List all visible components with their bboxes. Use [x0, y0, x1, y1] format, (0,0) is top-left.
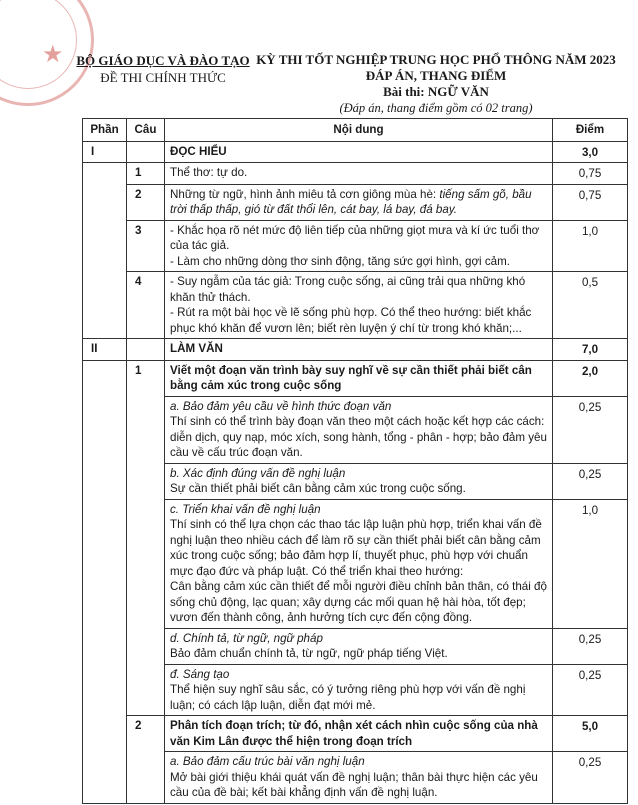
- question-title: Viết một đoạn văn trình bày suy nghĩ về sự cần thiết phải biết cân bằng cảm xúc trong cuộc sống: [165, 360, 553, 396]
- criterion-title: a. Bảo đảm yêu cầu về hình thức đoạn văn: [170, 399, 392, 413]
- answer-text: [165, 184, 553, 220]
- section-score: 7,0: [553, 339, 628, 361]
- section-title: ĐỌC HIỂU: [165, 141, 553, 163]
- section-score: 3,0: [553, 141, 628, 163]
- criterion-score: 0,25: [553, 752, 628, 804]
- section-part: I: [83, 141, 127, 163]
- question-number: 2: [127, 184, 165, 220]
- criterion-score: 1,0: [553, 499, 628, 628]
- table-row: [83, 664, 628, 716]
- criterion-body: Sự cần thiết phải biết cân bằng cảm xúc trong cuộc sống.: [170, 482, 466, 495]
- table-row: [83, 396, 628, 463]
- answer-line: - Rút ra một bài học về lẽ sống phù hợp. Có thể theo hướng: biết khắc phục khó khăn để vươn lên; biết rèn luyện ý chí từ trong khó khăn;...: [170, 306, 532, 335]
- criterion: [165, 396, 553, 463]
- criterion-title: b. Xác định đúng vấn đề nghị luận: [170, 466, 346, 480]
- answer-text-italic: tiếng sấm gõ, bầu trời thấp thấp, gió từ đất thổi lên, cát bay, lá bay, đá bay.: [170, 187, 532, 216]
- answer-text: [165, 272, 553, 339]
- answer-score: 0,5: [553, 272, 628, 339]
- question-score: 5,0: [553, 716, 628, 752]
- criterion: [165, 463, 553, 499]
- section-title: LÀM VĂN: [165, 339, 553, 361]
- official-exam-label: ĐỀ THI CHÍNH THỨC: [100, 70, 226, 85]
- criterion-body: Bảo đảm chuẩn chính tả, từ ngữ, ngữ pháp tiếng Việt.: [170, 647, 448, 660]
- question-number: 1: [127, 163, 165, 185]
- answer-line: - Làm cho những dòng thơ sinh động, tăng sức gợi hình, gợi cảm.: [170, 254, 510, 268]
- table-row: [83, 360, 628, 396]
- stamp-star-icon: ★: [42, 41, 64, 68]
- criterion: [165, 628, 553, 664]
- ministry-name: BỘ GIÁO DỤC VÀ ĐÀO TẠO: [76, 53, 250, 68]
- table-row: [83, 463, 628, 499]
- answer-text-plain: Những từ ngữ, hình ảnh miêu tả cơn giông mùa hè:: [170, 187, 440, 201]
- table-row: [83, 716, 628, 752]
- question-number: 1: [127, 360, 165, 716]
- table-row: [83, 272, 628, 339]
- header-score: Điểm: [553, 119, 628, 142]
- criterion-score: 0,25: [553, 628, 628, 664]
- page-count-note: (Đáp án, thang điểm gồm có 02 trang): [339, 101, 533, 115]
- criterion-body: Thí sinh có thể trình bày đoạn văn theo một cách hoặc kết hợp các cách: diễn dịch, quy nạp, móc xích, song hành, tổng - phân - hợp; bảo đảm yêu cầu về cấu trúc đoạn văn.: [170, 415, 547, 459]
- answer-score: 0,75: [553, 184, 628, 220]
- criterion-title: d. Chính tả, từ ngữ, ngữ pháp: [170, 631, 323, 645]
- header-content: Nội dung: [165, 119, 553, 142]
- criterion-body: Mở bài giới thiệu khái quát vấn đề nghị luận; thân bài thực hiện các yêu cầu của đề bài; kết bài khẳng định vấn đề nghị luận.: [170, 770, 538, 799]
- criterion-score: 0,25: [553, 463, 628, 499]
- answer-score: 1,0: [553, 220, 628, 272]
- criterion-title: c. Triển khai vấn đề nghị luận: [170, 502, 321, 516]
- header-part: Phần: [83, 119, 127, 142]
- criterion: [165, 664, 553, 716]
- answer-line: - Suy ngẫm của tác giả: Trong cuộc sống, ai cũng trải qua những khó khăn thử thách.: [170, 275, 526, 304]
- answer-text: Thể thơ: tự do.: [165, 163, 553, 185]
- criterion-body: Thể hiện suy nghĩ sâu sắc, có ý tưởng riêng phù hợp với vấn đề nghị luận; có cách lập luận, diễn đạt mới mẻ.: [170, 683, 526, 712]
- criterion: [165, 499, 553, 628]
- subject-title: Bài thi: NGỮ VĂN: [383, 84, 489, 99]
- table-row: [83, 339, 628, 361]
- section-part: II: [83, 339, 127, 361]
- table-row: [83, 220, 628, 272]
- answer-text: [165, 220, 553, 272]
- question-title: Phân tích đoạn trích; từ đó, nhận xét cách nhìn cuộc sống của nhà văn Kim Lân được thể hiện trong đoạn trích: [165, 716, 553, 752]
- table-row: [83, 752, 628, 804]
- criterion-title: a. Bảo đảm cấu trúc bài văn nghị luận: [170, 755, 365, 768]
- header-ministry: [68, 52, 258, 86]
- criterion-body: Cân bằng cảm xúc cần thiết để mỗi người điều chỉnh bản thân, có thái độ sống chủ động, lạc quan; xây dựng các mối quan hệ hài hòa, tốt đẹp; vươn đến thành công, ảnh hưởng tích cực đến cộng đồng.: [170, 580, 547, 624]
- header-question: Câu: [127, 119, 165, 142]
- table-row: [83, 184, 628, 220]
- table-row: [83, 141, 628, 163]
- criterion-score: 0,25: [553, 664, 628, 716]
- exam-title: KỲ THI TỐT NGHIỆP TRUNG HỌC PHỔ THÔNG NĂM 2023: [256, 52, 616, 67]
- criterion-score: 0,25: [553, 396, 628, 463]
- question-number: 2: [127, 716, 165, 804]
- table-row: [83, 499, 628, 628]
- answer-key-table: [82, 118, 628, 804]
- criterion: [165, 752, 553, 804]
- criterion-body: Thí sinh có thể lựa chọn các thao tác lập luận phù hợp, triển khai vấn đề nghị luận theo nhiều cách để làm rõ sự cần thiết phải biết cân bằng cảm xúc trong cuộc sống; bảo đảm hợp lí, thuyết phục, phù hợp với chuẩn mực đạo đức và pháp luật. Có thể triển khai theo hướng:: [170, 518, 542, 578]
- table-row: [83, 628, 628, 664]
- question-score: 2,0: [553, 360, 628, 396]
- answer-key-title: ĐÁP ÁN, THANG ĐIỂM: [365, 68, 507, 83]
- table-header-row: [83, 119, 628, 142]
- table-row: [83, 163, 628, 185]
- criterion-title: đ. Sáng tạo: [170, 667, 230, 681]
- answer-line: - Khắc họa rõ nét mức độ liên tiếp của những giọt mưa và kí ức tuổi thơ của tác giả.: [170, 223, 540, 252]
- header-exam: [246, 52, 626, 116]
- question-number: 4: [127, 272, 165, 339]
- question-number: 3: [127, 220, 165, 272]
- answer-score: 0,75: [553, 163, 628, 185]
